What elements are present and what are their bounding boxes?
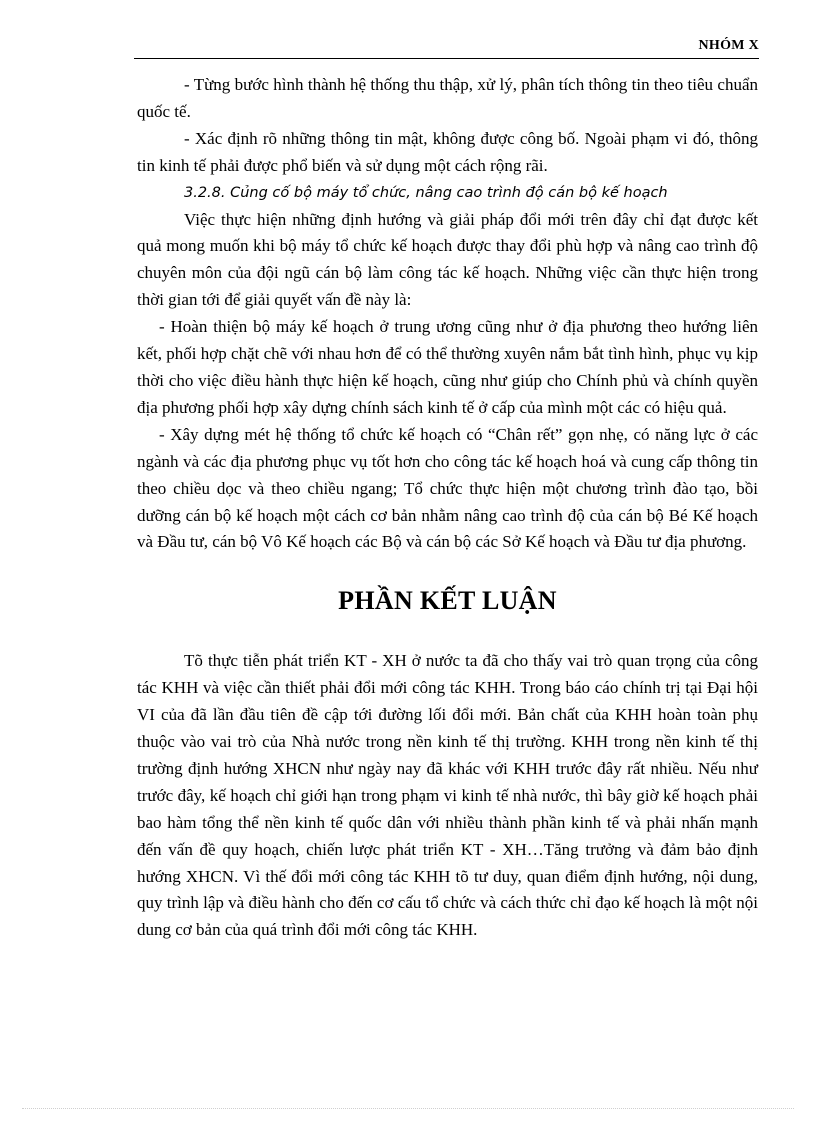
bullet-paragraph: - Từng bước hình thành hệ thống thu thập, xử lý, phân tích thông tin theo tiêu chuẩn quốc tế. [137, 75, 758, 121]
subsection-heading: 3.2.8. Củng cố bộ máy tổ chức, nâng cao trình độ cán bộ kế hoạch [184, 184, 668, 201]
conclusion-paragraph: Tõ thực tiễn phát triển KT - XH ở nước ta đã cho thấy vai trò quan trọng của công tác KHH và việc cần thiết phải đổi mới công tác KHH. Trong báo cáo chính trị tại Đại hội VI của đã lần đầu tiên đề cập tới đường lối đổi mới. Bản chất của KHH hoàn toàn phụ thuộc vào vai trò của Nhà nước trong nền kinh tế thị trường. KHH trong nền kinh tế thị trường định hướng XHCN như ngày nay đã khác với KHH trước đây rất nhiều. Nếu như trước đây, kế hoạch chỉ giới hạn trong phạm vi kinh tế nhà nước, thì bây giờ kế hoạch phải bao hàm tổng thể nền kinh tế quốc dân với nhiều thành phần kinh tế và phải nhấn mạnh đến vấn đề quy hoạch, chiến lược phát triển KT - XH…Tăng trưởng và đảm bảo định hướng XHCN. Vì thế đổi mới công tác KHH tõ tư duy, quan điểm định hướng, nội dung, quy trình lập và điều hành cho đến cơ cấu tổ chức và cách thức chỉ đạo kế hoạch là một nội dung cơ bản của quá trình đổi mới công tác KHH. [137, 651, 758, 940]
page-header [134, 38, 759, 59]
body-paragraph: Việc thực hiện những định hướng và giải pháp đổi mới trên đây chỉ đạt được kết quả mong muốn khi bộ máy tổ chức kế hoạch được thay đổi phù hợp và nâng cao trình độ chuyên môn của đội ngũ cán bộ làm công tác kế hoạch. Những việc cần thực hiện trong thời gian tới để giải quyết vấn đề này là: [137, 209, 758, 310]
page-body [137, 72, 758, 944]
bullet-paragraph: - Xây dựng mét hệ thống tổ chức kế hoạch có “Chân rết” gọn nhẹ, có năng lực ở các ngành và các địa phương phục vụ tốt hơn cho công tác kế hoạch hoá và cung cấp thông tin theo chiều dọc và theo chiều ngang; Tổ chức thực hiện một chương trình đào tạo, bồi dưỡng cán bộ kế hoạch một cách cơ bản nhằm nâng cao trình độ của cán bộ Bé Kế hoạch và Đầu tư, cán bộ Vô Kế hoạch các Bộ và cán bộ các Sở Kế hoạch và Đầu tư địa phương. [137, 424, 758, 552]
bullet-paragraph: - Hoàn thiện bộ máy kế hoạch ở trung ương cũng như ở địa phương theo hướng liên kết, phối hợp chặt chẽ với nhau hơn để có thể thường xuyên nắm bắt tình hình, phục vụ kịp thời cho việc điều hành thực hiện kế hoạch, cũng như giúp cho Chính phủ và chính quyền địa phương phối hợp xây dựng chính sách kinh tế ở cấp của mình một các có hiệu quả. [137, 317, 758, 417]
section-title: PHẦN KẾT LUẬN [338, 586, 557, 616]
header-group-label: NHÓM X [698, 38, 759, 53]
footer-divider [22, 1108, 794, 1109]
bullet-paragraph: - Xác định rõ những thông tin mật, không được công bố. Ngoài phạm vi đó, thông tin kinh tế phải được phổ biến và sử dụng một cách rộng rãi. [137, 128, 758, 175]
